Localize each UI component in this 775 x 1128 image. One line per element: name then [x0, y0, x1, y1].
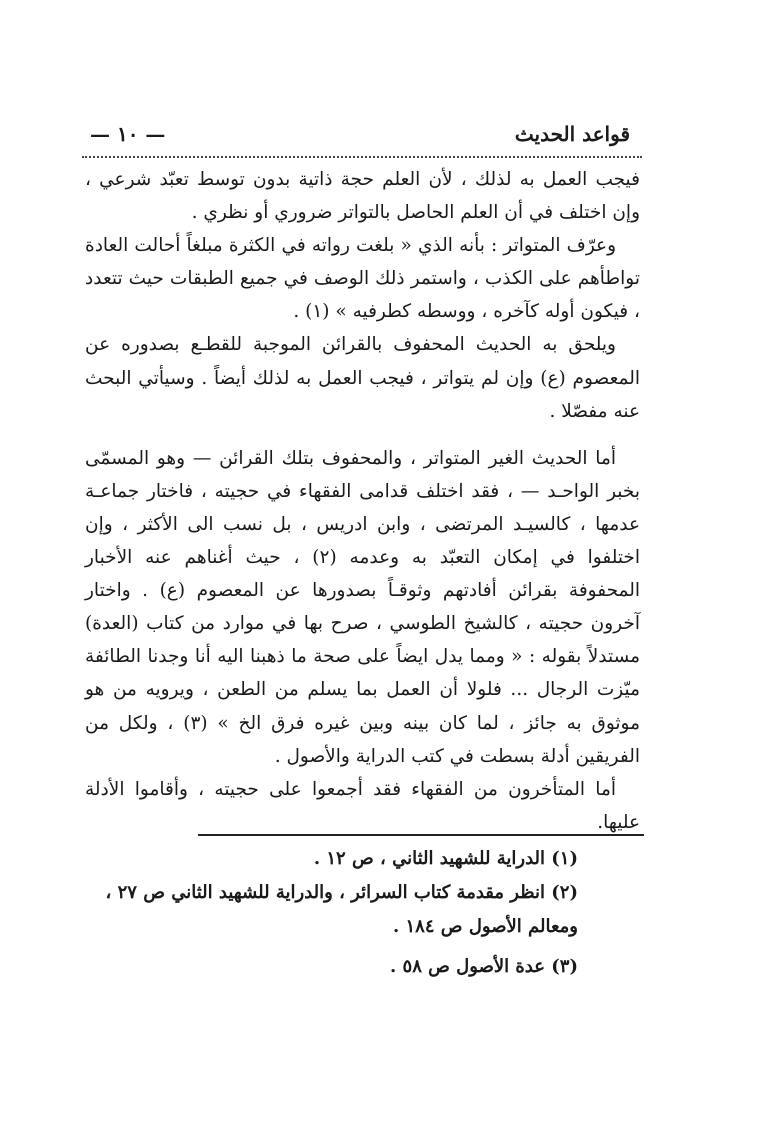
header-divider	[82, 156, 642, 158]
footnote-1: (١) الدراية للشهيد الثاني ، ص ١٢ .	[313, 848, 578, 869]
page-header	[90, 118, 630, 154]
footnote-2: (٢) انظر مقدمة كتاب السرائر ، والدراية للشهيد الثاني ص ٢٧ ، ومعالم الأصول ص ١٨٤ .	[105, 882, 578, 937]
paragraph: أما الحديث الغير المتواتر ، والمحفوف بتلك القرائن — وهو المسمّى بخبر الواحـد — ، فقد اختلف قدامى الفقهاء في حجيته ، فاختار جماعـة عدمها ، كالسيـد المرتضى ، وابن ادريس ، بل نسب الى الأكثر ، وإن اختلفوا في إمكان التعبّد به وعدمه (٢) ، حيث أغناهم عنه الأخبار المحفوفة بقرائن أفادتهم وثوقـاً بصدورها عن المعصوم (ع) . واختار آخرون حجيته ، كالشيخ الطوسي ، صرح بها في موارد من كتاب (العدة) مستدلاً بقوله : « ومما يدل ايضاً على صحة ما ذهبنا اليه أنا وجدنا الطائفة ميّزت الرجال ... فلولا أن العمل بما يسلم من الطعن ، ويرويه من هو موثوق به جائز ، لما كان بينه وبين غيره فرق الخ » (٣) ، ولكل من الفريقين أدلة بسطت في كتب الدراية والأصول .	[85, 447, 641, 767]
running-title: قواعد الحديث	[514, 122, 630, 146]
footnote-3: (٣) عدة الأصول ص ٥٨ .	[390, 956, 578, 977]
footnote-divider	[198, 834, 644, 836]
footnotes	[80, 842, 640, 984]
paragraph: وعرّف المتواتر : بأنه الذي « بلغت رواته في الكثرة مبلغاً أحالت العادة تواطأهم على الكذب ، واستمر ذلك الوصف في جميع الطبقات حيث تتعدد ، فيكون أوله كآخره ، ووسطه كطرفيه » (١) .	[85, 235, 640, 323]
paragraph: أما المتأخرون من الفقهاء فقد أجمعوا على حجيته ، وأقاموا الأدلة عليها.	[85, 778, 640, 833]
body-text	[85, 163, 640, 839]
paragraph: فيجب العمل به لذلك ، لأن العلم حجة ذاتية بدون توسط تعبّد شرعي ، وإن اختلف في أن العلم الحاصل بالتواتر ضروري أو نظري .	[85, 169, 640, 224]
page-number: — ١٠ —	[90, 122, 166, 146]
paragraph: ويلحق به الحديث المحفوف بالقرائن الموجبة للقطـع بصدوره عن المعصوم (ع) وإن لم يتواتر ، فيجب العمل به لذلك أيضاً . وسيأتي البحث عنه مفصّلا .	[85, 334, 641, 422]
